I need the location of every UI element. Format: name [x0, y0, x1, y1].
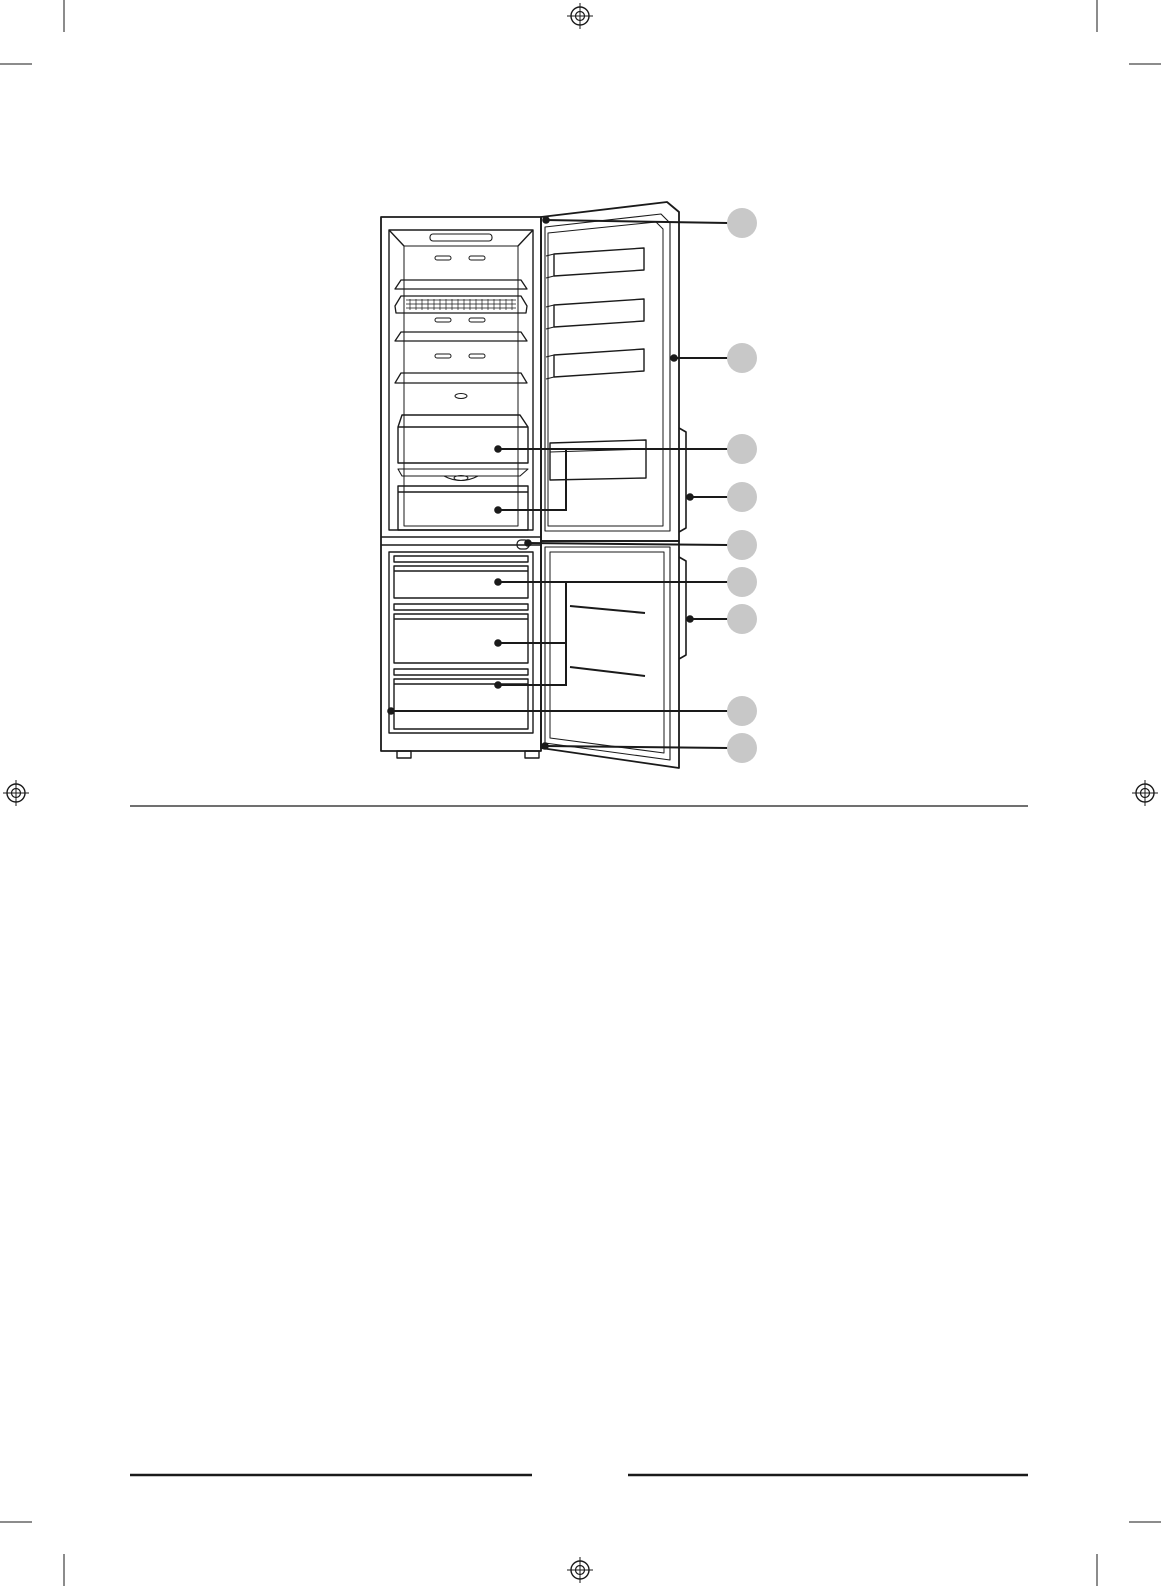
registration-mark-top [567, 3, 593, 29]
callout-marker-9 [727, 733, 757, 763]
callout-markers [727, 208, 757, 763]
callout-marker-1 [727, 208, 757, 238]
fridge-door [541, 202, 686, 541]
fridge-shelves [395, 256, 527, 399]
callout-marker-7 [727, 604, 757, 634]
registration-mark-bottom [567, 1557, 593, 1583]
leader-line-9 [545, 746, 728, 748]
freezer-door [541, 541, 686, 768]
callout-marker-3 [727, 434, 757, 464]
callout-marker-2 [727, 343, 757, 373]
registration-mark-right [1132, 780, 1158, 806]
cabinet-body [381, 217, 541, 758]
leader-line-6b [498, 582, 566, 643]
registration-mark-left [3, 780, 29, 806]
callout-marker-4 [727, 482, 757, 512]
fridge-drawers [398, 415, 528, 530]
leader-line-5 [528, 543, 728, 545]
leader-line-1 [545, 220, 728, 223]
refrigerator-illustration [381, 202, 686, 768]
callout-marker-8 [727, 696, 757, 726]
callout-marker-6 [727, 567, 757, 597]
callout-marker-5 [727, 530, 757, 560]
